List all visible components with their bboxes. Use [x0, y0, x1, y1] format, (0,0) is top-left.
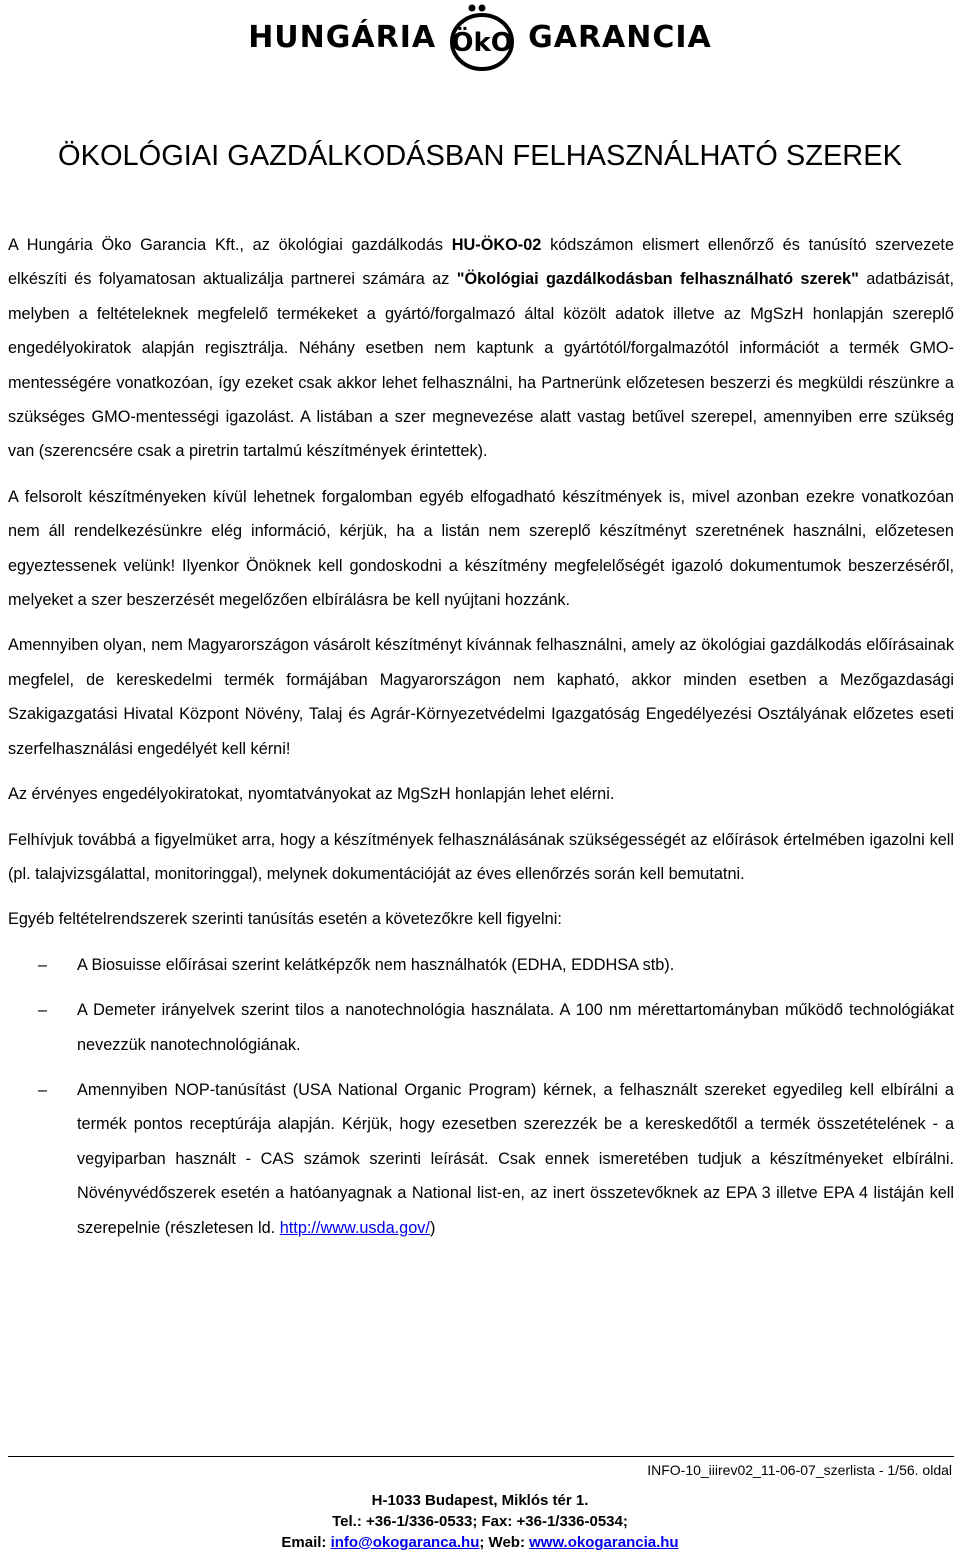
list-item-demeter: [8, 993, 954, 1062]
footer-contact: [0, 1490, 960, 1553]
list-item-text: Amennyiben NOP-tanúsítást (USA National Organic Program) kérnek, a felhasznált szereket egyedileg kell elbírálni a termék pontos receptúrája alapján. Kérjük, hogy ezesetben szerezzék be a kereskedőtől a termék összetételének - a vegyiparban használt - CAS számok szerinti leírását. Csak ennek ismeretében tudjuk a készítményeket elbírálni. Növényvédőszerek esetén a hatóanyagnak a National list-en, az inert összetevőknek az EPA 3 illetve EPA 4 listáján kell szerepelnie (részletesen ld.: [77, 1080, 954, 1237]
list-item-text: A Biosuisse előírásai szerint kelátképzők nem használhatók (EDHA, EDDHSA stb).: [77, 955, 675, 974]
list-item-text: A Demeter irányelvek szerint tilos a nanotechnológia használata. A 100 nm mérettartományban működő technológiákat nevezzük nanotechnológiának.: [77, 1001, 954, 1054]
paragraph-other-products: A felsorolt készítményeken kívül lehetnek forgalomban egyéb elfogadható készítmények is, mivel azonban ezekre vonatkozóan nem áll rendelkezésünkre elég információ, kérjük, ha a listán nem szereplő készítményt szeretnének használni, előzetesen egyeztessenek velünk! Ilyenkor Önöknek kell gondoskodni a készítmény megfelelőségét igazoló dokumentumok beszerzéséről, melyeket a szer beszerzését megelőzően elbírálásra be kell nyújtani hozzánk.: [8, 487, 954, 610]
intro-text-3: adatbázisát, melyben a feltételeknek megfelelő termékeket a gyártó/forgalmazó által közölt adatok illetve az MgSzH honlapján szereplő engedélyokiratok alapján regisztrálja. Néhány esetben nem kaptunk a gyártótól/forgalmazótól információt a termék GMO-mentességére vonatkozóan, így ezeket csak akkor lehet felhasználni, ha Partnerünk előzetesen beszerzi és megküldi részünkre a szükséges GMO-mentességi igazolást. A listában a szer megnevezése alatt vastag betűvel szerepel, amennyiben erre szükség van (szerencsére csak a piretrin tartalmú készítmények érintettek).: [8, 270, 954, 461]
footer-web-label: ; Web:: [479, 1534, 530, 1551]
logo-right-word: GARANCIA: [528, 19, 712, 55]
paragraph-other-certifications: Egyéb feltételrendszerek szerinti tanúsítás esetén a követezőkre kell figyelni:: [8, 910, 562, 929]
intro-text-2: kódszámon elismert ellenőrző és tanúsító szervezete elkészíti és folyamatosan aktualizálja partnerei számára az: [8, 236, 954, 289]
intro-code: HU-ÖKO-02: [451, 236, 542, 254]
footer-web-link[interactable]: www.okogarancia.hu: [529, 1534, 679, 1551]
usda-link[interactable]: http://www.usda.gov/: [279, 1218, 430, 1237]
intro-text-1: A Hungária Öko Garancia Kft., az ökológiai gazdálkodás: [8, 236, 452, 254]
intro-paragraph: [8, 228, 954, 469]
footer-phone: Tel.: +36-1/336-0533; Fax: +36-1/336-0534;: [332, 1513, 628, 1530]
footer-email-web: [0, 1532, 960, 1553]
dash-bullet-icon: –: [38, 955, 48, 974]
paragraph-permits: Az érvényes engedélyokiratokat, nyomtatványokat az MgSzH honlapján lehet elérni.: [8, 785, 615, 804]
document-info-line: INFO-10_iiirev02_11-06-07_szerlista - 1/56. oldal: [647, 1462, 952, 1478]
footer-address: H-1033 Budapest, Miklós tér 1.: [371, 1492, 589, 1509]
footer-email-link[interactable]: info@okogaranca.hu: [330, 1534, 480, 1551]
logo-left-word: HUNGÁRIA: [248, 19, 437, 55]
dash-bullet-icon: –: [38, 1001, 48, 1020]
logo-middle-word: ÖkO: [451, 28, 513, 58]
logo-oko-emblem: [442, 2, 522, 72]
list-item-nop: [8, 1073, 954, 1245]
paragraph-foreign-products: Amennyiben olyan, nem Magyarországon vásárolt készítményt kívánnak felhasználni, amely az ökológiai gazdálkodás előírásainak megfelel, de kereskedelmi termék formájában Magyarországon nem kapható, akkor minden esetben a Mezőgazdasági Szakigazgatási Hivatal Központ Növény, Talaj és Agrár-Környezetvédelmi Igazgatóság Engedélyezési Osztályának előzetes eseti szerfelhasználási engedélyét kell kérni!: [8, 636, 954, 758]
footer-email-label: Email:: [281, 1534, 331, 1551]
certification-list: [8, 948, 954, 1245]
paragraph-justification: Felhívjuk továbbá a figyelmüket arra, hogy a készítmények felhasználásának szükségességét az előírások értelmében igazolni kell (pl. talajvizsgálattal, monitoringgal), melynek dokumentációját az éves ellenőrzés során kell bemutatni.: [8, 830, 954, 883]
list-item-biosuisse: [8, 948, 954, 982]
footer-divider: [8, 1456, 954, 1457]
company-logo: [0, 2, 960, 72]
list-item-text-end: ): [429, 1218, 436, 1237]
page-title: ÖKOLÓGIAI GAZDÁLKODÁSBAN FELHASZNÁLHATÓ SZEREK: [58, 140, 902, 172]
dash-bullet-icon: –: [38, 1080, 48, 1099]
intro-database-name: "Ökológiai gazdálkodásban felhasználható szerek": [456, 270, 859, 289]
document-body: [8, 228, 954, 1256]
